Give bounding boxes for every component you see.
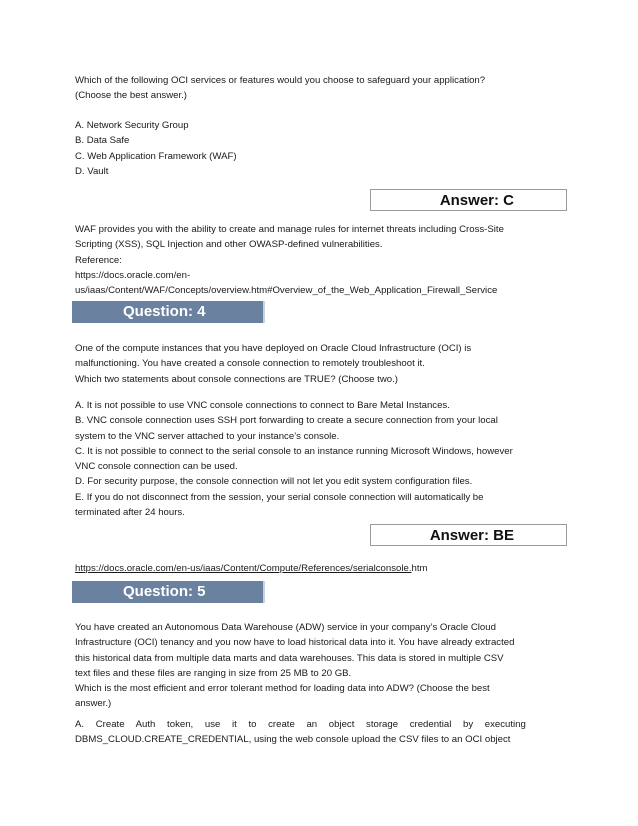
q4-answer-box xyxy=(370,524,567,546)
q3-stem-line: Which of the following OCI services or features would you choose to safeguard your application? xyxy=(75,75,486,86)
q4-reference-link[interactable]: https://docs.oracle.com/en-us/iaas/Content/Compute/References/serialconsole. xyxy=(75,563,412,574)
q4-stem xyxy=(75,341,562,387)
q5-options xyxy=(75,717,562,748)
q4-stem-line: One of the compute instances that you have deployed on Oracle Cloud Infrastructure (OCI) is xyxy=(75,343,472,354)
q4-option-b-cont: system to the VNC server attached to your instance’s console. xyxy=(75,430,340,442)
q4-options xyxy=(75,398,562,520)
q5-stem-line: Infrastructure (OCI) tenancy and you now have to load historical data into it. You have already extracted xyxy=(75,637,515,649)
q4-option-b: B. VNC console connection uses SSH port forwarding to create a secure connection from your local xyxy=(75,415,498,427)
q5-heading-bar xyxy=(72,581,265,603)
q5-stem xyxy=(75,620,562,712)
q4-option-e-cont: terminated after 24 hours. xyxy=(75,507,185,519)
q3-option-d: D. Vault xyxy=(75,165,109,177)
q5-option-a: A. Create Auth token, use it to create an object storage credential by executing xyxy=(75,719,526,730)
q4-stem-line: malfunctioning. You have created a console connection to remotely troubleshoot it. xyxy=(75,358,425,370)
q4-answer-text: Answer: BE xyxy=(429,527,514,544)
q3-option-a: A. Network Security Group xyxy=(75,120,189,131)
q5-stem-line: Which is the most efficient and error tolerant method for loading data into ADW? (Choose the best xyxy=(75,683,490,695)
q5-stem-line: this historical data from multiple data marts and data warehouses. This data is stored in multiple CSV xyxy=(75,652,504,664)
q3-explanation xyxy=(75,222,562,298)
q3-reference-url-part2[interactable]: us/iaas/Content/WAF/Concepts/overview.htm#Overview_of_the_Web_Application_Firewall_Service xyxy=(75,285,498,297)
q5-stem-line: You have created an Autonomous Data Warehouse (ADW) service in your company’s Oracle Cloud xyxy=(75,622,496,633)
q5-option-a-cont: DBMS_CLOUD.CREATE_CREDENTIAL, using the web console upload the CSV files to an OCI object xyxy=(75,734,511,746)
q4-option-c-cont: VNC console connection can be used. xyxy=(75,461,238,473)
q3-explanation-line: Scripting (XSS), SQL Injection and other OWASP-defined vulnerabilities. xyxy=(75,239,383,251)
q4-option-a: A. It is not possible to use VNC console connections to connect to Bare Metal Instances. xyxy=(75,400,450,411)
q3-options xyxy=(75,118,562,179)
q4-heading: Question: 4 xyxy=(123,303,206,320)
q3-reference-label: Reference: xyxy=(75,254,122,266)
q3-explanation-line: WAF provides you with the ability to create and manage rules for internet threats including Cross-Site xyxy=(75,224,504,235)
q4-option-c: C. It is not possible to connect to the serial console to an instance running Microsoft Windows, however xyxy=(75,445,513,457)
q4-heading-bar xyxy=(72,301,265,323)
q4-stem-line: Which two statements about console connections are TRUE? (Choose two.) xyxy=(75,373,398,385)
q3-stem xyxy=(75,73,562,104)
q4-reference-suffix: htm xyxy=(411,563,428,574)
q5-stem-line: answer.) xyxy=(75,698,112,710)
q3-answer-box xyxy=(370,189,567,211)
q5-heading: Question: 5 xyxy=(123,583,206,600)
q5-stem-line: text files and these files are ranging in size from 25 MB to 20 GB. xyxy=(75,667,352,679)
q3-answer-text: Answer: C xyxy=(439,192,514,209)
q3-option-b: B. Data Safe xyxy=(75,135,130,147)
q3-stem-line: (Choose the best answer.) xyxy=(75,90,187,102)
q4-reference xyxy=(75,561,562,576)
q3-reference-url-part1[interactable]: https://docs.oracle.com/en- xyxy=(75,269,191,281)
q4-option-e: E. If you do not disconnect from the session, your serial console connection will automatically be xyxy=(75,491,484,503)
q4-option-d: D. For security purpose, the console connection will not let you edit system configuration files. xyxy=(75,476,473,488)
q3-option-c: C. Web Application Framework (WAF) xyxy=(75,150,237,162)
